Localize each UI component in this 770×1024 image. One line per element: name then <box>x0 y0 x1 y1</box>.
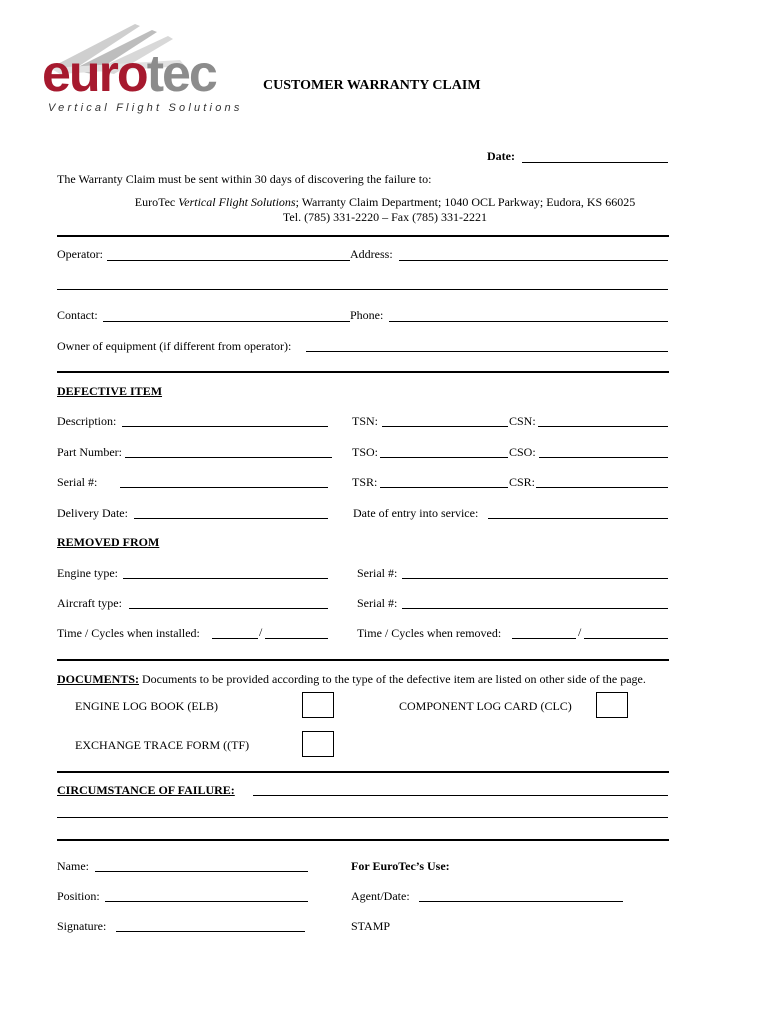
engine-type-field[interactable] <box>123 578 328 579</box>
logo-tec: tec <box>146 45 216 103</box>
aircraft-serial-field[interactable] <box>402 608 668 609</box>
owner-label: Owner of equipment (if different from operator): <box>57 339 292 353</box>
tsr-label: TSR: <box>352 475 378 489</box>
logo-euro: euro <box>42 45 147 103</box>
operator-label: Operator: <box>57 247 103 261</box>
tsr-field[interactable] <box>380 487 508 488</box>
position-label: Position: <box>57 889 100 903</box>
csn-field[interactable] <box>538 426 668 427</box>
phone-line: Tel. (785) 331-2220 – Fax (785) 331-2221 <box>282 210 488 224</box>
defective-heading: DEFECTIVE ITEM <box>57 384 163 398</box>
description-label: Description: <box>57 414 117 428</box>
removed-slash: / <box>578 625 582 639</box>
documents-line <box>57 672 646 687</box>
divider <box>57 839 669 841</box>
removed-label: Time / Cycles when removed: <box>357 626 502 640</box>
address-line <box>57 195 713 210</box>
documents-text: Documents to be provided according to the type of the defective item are listed on other side of the page. <box>139 672 646 686</box>
company-address: ; Warranty Claim Department; 1040 OCL Parkway; Eudora, KS 66025 <box>295 195 636 209</box>
date-field[interactable] <box>522 162 668 163</box>
divider <box>57 771 669 773</box>
delivery-date-field[interactable] <box>134 518 328 519</box>
engine-serial-field[interactable] <box>402 578 668 579</box>
logo-tagline: Vertical Flight Solutions <box>48 102 243 114</box>
intro-text: The Warranty Claim must be sent within 30 days of discovering the failure to: <box>57 172 432 186</box>
serial-field[interactable] <box>120 487 328 488</box>
installed-cycles-field[interactable] <box>265 638 328 639</box>
tsn-label: TSN: <box>352 414 379 428</box>
failure-field-2[interactable] <box>57 817 668 818</box>
entry-date-label: Date of entry into service: <box>353 506 479 520</box>
part-number-label: Part Number: <box>57 445 122 459</box>
aircraft-serial-label: Serial #: <box>357 596 398 610</box>
divider <box>57 235 669 237</box>
contact-field[interactable] <box>103 321 350 322</box>
position-field[interactable] <box>105 901 308 902</box>
address-label: Address: <box>350 247 393 261</box>
cso-field[interactable] <box>539 457 668 458</box>
page-title: CUSTOMER WARRANTY CLAIM <box>263 78 481 93</box>
phone-label: Phone: <box>350 308 384 322</box>
logo <box>40 20 255 120</box>
cso-label: CSO: <box>509 445 536 459</box>
owner-field[interactable] <box>306 351 668 352</box>
company-tagline: Vertical Flight Solutions <box>178 195 296 209</box>
entry-date-field[interactable] <box>488 518 668 519</box>
name-field[interactable] <box>95 871 308 872</box>
elb-label: ENGINE LOG BOOK (ELB) <box>75 699 218 713</box>
company-name: EuroTec <box>134 195 179 209</box>
address-field[interactable] <box>399 260 668 261</box>
name-label: Name: <box>57 859 89 873</box>
failure-heading: CIRCUMSTANCE OF FAILURE: <box>57 783 235 797</box>
removed-heading: REMOVED FROM <box>57 535 160 549</box>
eurotec-use-label: For EuroTec’s Use: <box>351 859 450 873</box>
tsn-field[interactable] <box>382 426 508 427</box>
failure-field-1[interactable] <box>253 795 668 796</box>
tso-field[interactable] <box>380 457 508 458</box>
address-field-2[interactable] <box>57 289 668 290</box>
aircraft-type-label: Aircraft type: <box>57 596 122 610</box>
clc-checkbox[interactable] <box>596 692 628 718</box>
tso-label: TSO: <box>352 445 379 459</box>
description-field[interactable] <box>122 426 328 427</box>
removed-time-field[interactable] <box>512 638 576 639</box>
removed-cycles-field[interactable] <box>584 638 668 639</box>
agent-date-label: Agent/Date: <box>351 889 410 903</box>
documents-heading: DOCUMENTS: <box>57 672 140 686</box>
part-number-field[interactable] <box>125 457 332 458</box>
engine-serial-label: Serial #: <box>357 566 398 580</box>
clc-label: COMPONENT LOG CARD (CLC) <box>399 699 572 713</box>
phone-field[interactable] <box>389 321 668 322</box>
elb-checkbox[interactable] <box>302 692 334 718</box>
signature-field[interactable] <box>116 931 305 932</box>
installed-slash: / <box>259 625 263 639</box>
operator-field[interactable] <box>107 260 350 261</box>
installed-label: Time / Cycles when installed: <box>57 626 200 640</box>
csr-field[interactable] <box>536 487 668 488</box>
installed-time-field[interactable] <box>212 638 258 639</box>
divider <box>57 371 669 373</box>
divider <box>57 659 669 661</box>
tf-label: EXCHANGE TRACE FORM ((TF) <box>75 738 250 752</box>
delivery-date-label: Delivery Date: <box>57 506 128 520</box>
contact-label: Contact: <box>57 308 98 322</box>
tf-checkbox[interactable] <box>302 731 334 757</box>
agent-date-field[interactable] <box>419 901 623 902</box>
aircraft-type-field[interactable] <box>129 608 328 609</box>
csr-label: CSR: <box>509 475 536 489</box>
serial-label: Serial #: <box>57 475 98 489</box>
stamp-label: STAMP <box>351 919 391 933</box>
engine-type-label: Engine type: <box>57 566 118 580</box>
signature-label: Signature: <box>57 919 107 933</box>
date-label: Date: <box>487 149 515 163</box>
csn-label: CSN: <box>509 414 536 428</box>
